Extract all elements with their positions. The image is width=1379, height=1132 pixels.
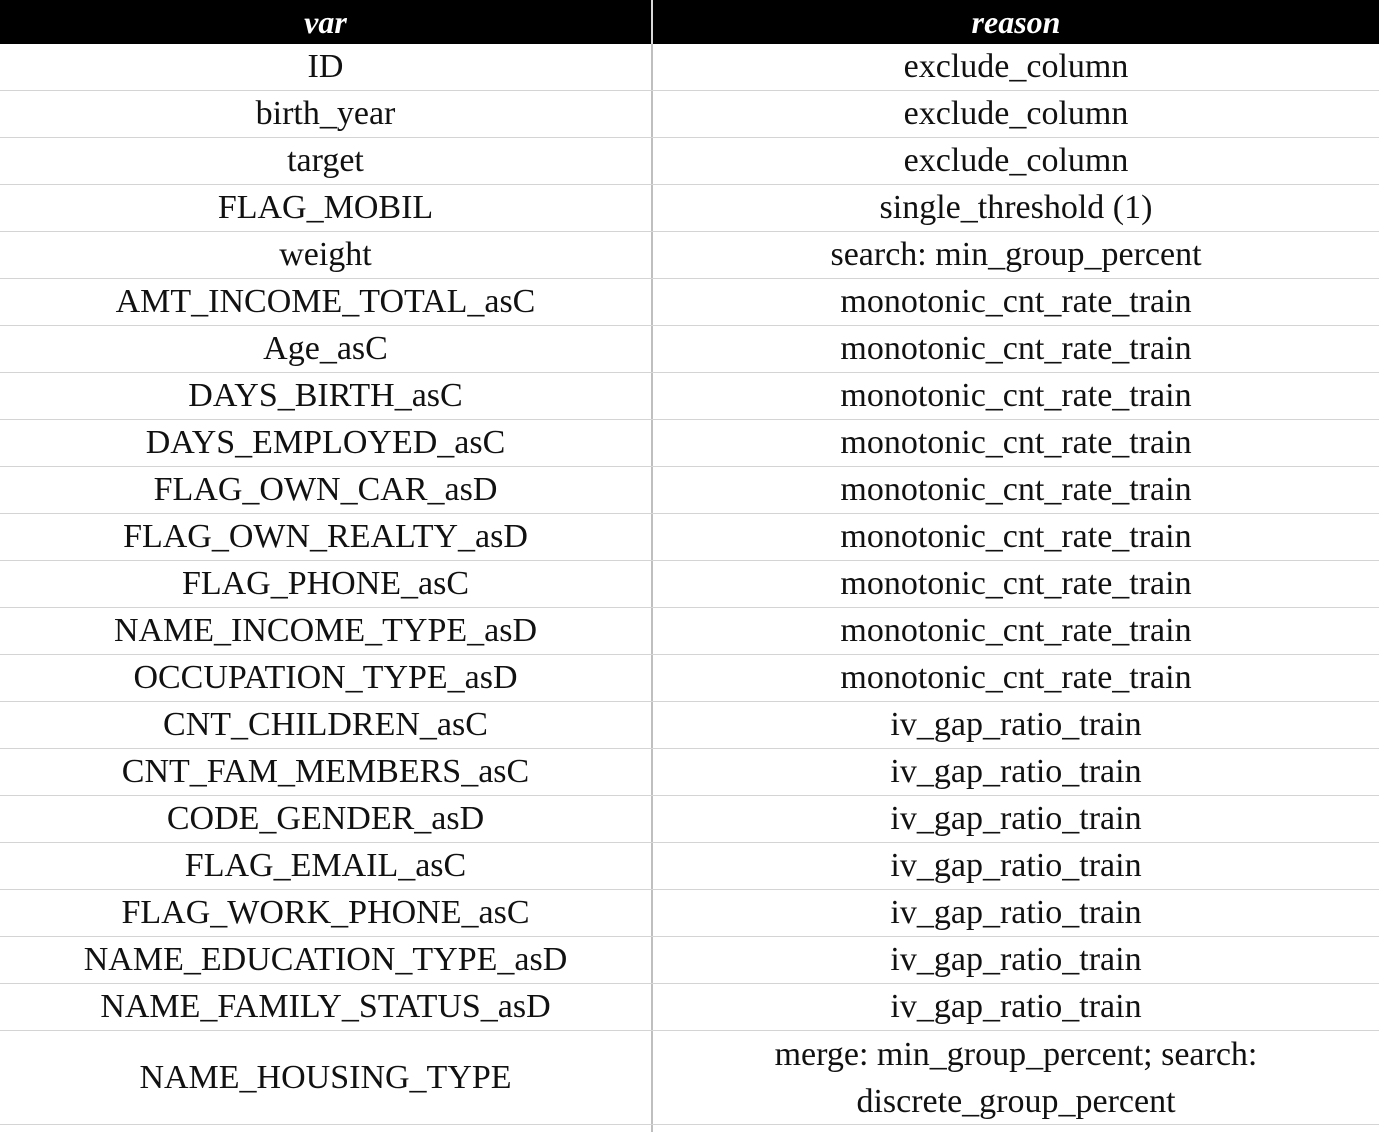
cell-reason[interactable]: exclude_column (903, 48, 1129, 85)
cell-var[interactable]: FLAG_OWN_REALTY_asD (0, 514, 653, 560)
cell-var[interactable]: FLAG_PHONE_asC (0, 561, 653, 607)
cell-reason[interactable]: iv_gap_ratio_train (890, 800, 1142, 837)
table-row[interactable] (0, 279, 1379, 326)
tail-divider (0, 1125, 653, 1132)
cell-reason[interactable]: iv_gap_ratio_train (890, 847, 1142, 884)
cell-reason[interactable]: iv_gap_ratio_train (890, 894, 1142, 931)
table-row[interactable] (0, 185, 1379, 232)
table-row[interactable] (0, 467, 1379, 514)
cell-reason-line-1: merge: min_group_percent; search: (774, 1035, 1258, 1073)
table-row[interactable] (0, 890, 1379, 937)
cell-reason[interactable]: monotonic_cnt_rate_train (840, 424, 1192, 461)
cell-reason[interactable]: exclude_column (903, 142, 1129, 179)
cell-var[interactable]: CNT_CHILDREN_asC (0, 702, 653, 748)
cell-var[interactable]: FLAG_WORK_PHONE_asC (0, 890, 653, 936)
table-row[interactable] (0, 44, 1379, 91)
cell-reason[interactable]: monotonic_cnt_rate_train (840, 330, 1192, 367)
cell-reason[interactable]: iv_gap_ratio_train (890, 753, 1142, 790)
cell-reason[interactable]: search: min_group_percent (830, 236, 1202, 273)
table-row[interactable] (0, 420, 1379, 467)
cell-reason[interactable]: monotonic_cnt_rate_train (840, 659, 1192, 696)
table-row[interactable] (0, 608, 1379, 655)
table-row[interactable] (0, 796, 1379, 843)
cell-reason[interactable]: monotonic_cnt_rate_train (840, 565, 1192, 602)
table-row[interactable] (0, 937, 1379, 984)
cell-reason[interactable]: exclude_column (903, 95, 1129, 132)
table-tail (0, 1125, 1379, 1132)
cell-var-text: NAME_HOUSING_TYPE (139, 1058, 512, 1096)
cell-var[interactable]: DAYS_BIRTH_asC (0, 373, 653, 419)
table-row[interactable] (0, 843, 1379, 890)
table-row[interactable] (0, 984, 1379, 1031)
cell-reason[interactable]: monotonic_cnt_rate_train (840, 518, 1192, 555)
cell-reason[interactable]: monotonic_cnt_rate_train (840, 283, 1192, 320)
table-row[interactable] (0, 91, 1379, 138)
cell-var[interactable]: CODE_GENDER_asD (0, 796, 653, 842)
cell-reason[interactable]: iv_gap_ratio_train (890, 941, 1142, 978)
cell-var[interactable]: NAME_INCOME_TYPE_asD (0, 608, 653, 654)
cell-var[interactable]: FLAG_MOBIL (0, 185, 653, 231)
cell-var[interactable]: DAYS_EMPLOYED_asC (0, 420, 653, 466)
cell-reason[interactable]: monotonic_cnt_rate_train (840, 612, 1192, 649)
cell-var[interactable]: CNT_FAM_MEMBERS_asC (0, 749, 653, 795)
cell-var[interactable]: ID (0, 44, 653, 90)
table-row[interactable] (0, 138, 1379, 185)
table-body (0, 44, 1379, 1031)
column-header-var[interactable]: var (0, 0, 653, 44)
cell-var[interactable]: NAME_EDUCATION_TYPE_asD (0, 937, 653, 983)
table-header (0, 0, 1379, 44)
cell-reason[interactable]: single_threshold (1) (879, 189, 1153, 226)
table-row[interactable] (0, 702, 1379, 749)
table-row[interactable] (0, 326, 1379, 373)
column-header-reason[interactable]: reason (971, 4, 1061, 40)
cell-var[interactable]: birth_year (0, 91, 653, 137)
cell-reason[interactable]: monotonic_cnt_rate_train (840, 377, 1192, 414)
cell-reason[interactable] (653, 1031, 1379, 1124)
cell-var[interactable]: OCCUPATION_TYPE_asD (0, 655, 653, 701)
table-row[interactable] (0, 749, 1379, 796)
cell-reason[interactable]: iv_gap_ratio_train (890, 706, 1142, 743)
cell-var[interactable]: Age_asC (0, 326, 653, 372)
cell-var[interactable]: FLAG_OWN_CAR_asD (0, 467, 653, 513)
table-row[interactable] (0, 1031, 1379, 1125)
table-row[interactable] (0, 373, 1379, 420)
cell-var[interactable]: weight (0, 232, 653, 278)
table-row[interactable] (0, 655, 1379, 702)
table-row[interactable] (0, 514, 1379, 561)
cell-var[interactable] (0, 1031, 653, 1124)
table-row[interactable] (0, 561, 1379, 608)
cell-var[interactable]: FLAG_EMAIL_asC (0, 843, 653, 889)
cell-var[interactable]: target (0, 138, 653, 184)
table-row[interactable] (0, 232, 1379, 279)
cell-reason-line-2: discrete_group_percent (856, 1082, 1176, 1120)
cell-var[interactable]: AMT_INCOME_TOTAL_asC (0, 279, 653, 325)
cell-reason[interactable]: monotonic_cnt_rate_train (840, 471, 1192, 508)
cell-var[interactable]: NAME_FAMILY_STATUS_asD (0, 984, 653, 1030)
cell-reason[interactable]: iv_gap_ratio_train (890, 988, 1142, 1025)
